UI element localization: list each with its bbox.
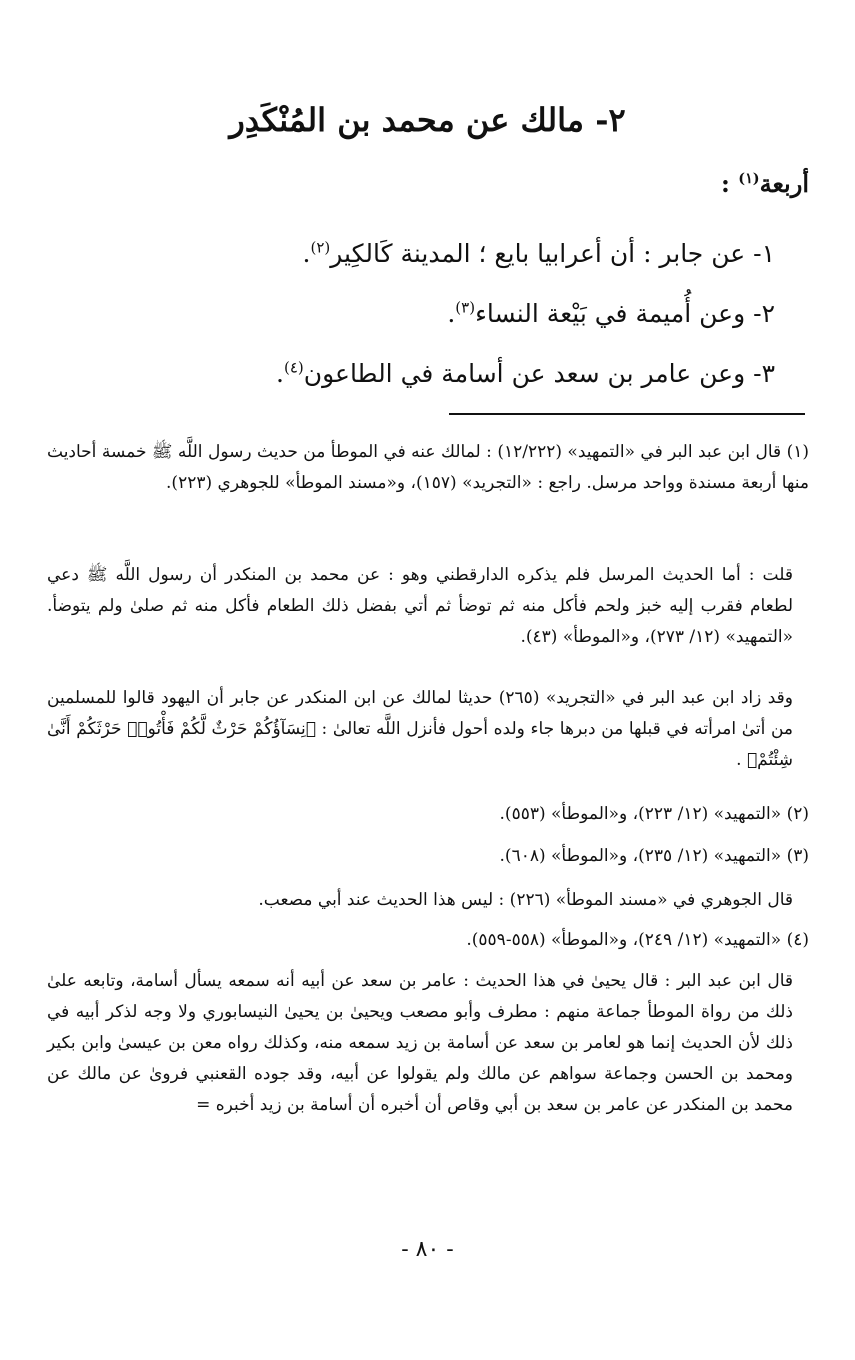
chapter-title: ٢- مالك عن محمد بن المُنْكَدِر bbox=[229, 101, 626, 139]
footnote-ref-1: (١) bbox=[738, 170, 760, 187]
page-number: - ٨٠ - bbox=[401, 1237, 454, 1262]
hadith-2-end: . bbox=[447, 299, 456, 328]
footnote-separator bbox=[449, 413, 805, 415]
hadith-3-text: ٣- وعن عامر بن سعد عن أسامة في الطاعون bbox=[303, 359, 775, 388]
footnote-1-note-1: قلت : أما الحديث المرسل فلم يذكره الدارقطني وهو : عن محمد بن المنكدر أن رسول اللَّه ﷺ دعي لطعام فقرب إليه خبز ولحم فأكل منه ثم توضأ ثم أتي بفضل ذلك الطعام فأكل منه ثم صلىٰ ولم يتوضأ. «التمهيد» (١٢/ ٢٧٣)، و«الموطأ» (٤٣). bbox=[47, 565, 793, 647]
intro-label: أربعة bbox=[759, 169, 809, 198]
footnote-4: (٤) «التمهيد» (١٢/ ٢٤٩)، و«الموطأ» (٥٥٨-٥٥٩). bbox=[466, 930, 809, 950]
intro-heading bbox=[721, 164, 809, 204]
hadith-1 bbox=[75, 232, 775, 276]
footnote-3-note: قال الجوهري في «مسند الموطأ» (٢٢٦) : ليس هذا الحديث عند أبي مصعب. bbox=[258, 890, 793, 910]
footnote-4-note: قال ابن عبد البر : قال يحيىٰ في هذا الحديث : عامر بن سعد عن أبيه أنه سمعه يسأل أسامة، وتابعه علىٰ ذلك من رواة الموطأ جماعة منهم : مطرف وأبو مصعب ويحيىٰ بن يحيىٰ النيسابوري ولا وجه لذكر أبيه في ذلك لأن الحديث إنما هو لعامر بن سعد عن أسامة بن زيد سمعه منه، وكذلك رواه معن بن عيسىٰ وابن بكير ومحمد بن الحسن وجماعة سواهم عن مالك ولم يقولوا عن أبيه، وقد جوده القعنبي فروىٰ عن مالك عن محمد بن المنكدر عن عامر بن سعد بن أبي وقاص أن أخبره أن أسامة بن زيد أخبره = bbox=[47, 971, 793, 1115]
hadith-2-text: ٢- وعن أُميمة في بَيْعة النساء bbox=[475, 299, 775, 328]
footnote-1-note-2: وقد زاد ابن عبد البر في «التجريد» (٢٦٥) حديثا لمالك عن ابن المنكدر عن جابر أن اليهود قالوا للمسلمين من أتىٰ امرأته في قبلها من دبرها جاء ولده أحول فأنزل اللَّه تعالىٰ : ﴿نِسَآؤُكُمْ حَرْثٌ لَّكُمْ فَأْتُوا۟ حَرْثَكُمْ أَنَّىٰ شِئْتُمْ﴾ . bbox=[47, 688, 793, 770]
footnote-3: (٣) «التمهيد» (١٢/ ٢٣٥)، و«الموطأ» (٦٠٨). bbox=[499, 846, 809, 866]
footnote-ref-3: (٣) bbox=[455, 298, 476, 317]
footnote-2: (٢) «التمهيد» (١٢/ ٢٢٣)، و«الموطأ» (٥٥٣). bbox=[499, 804, 809, 824]
intro-suffix: : bbox=[721, 169, 739, 198]
hadith-3 bbox=[75, 352, 775, 396]
hadith-2 bbox=[75, 292, 775, 336]
footnote-ref-2: (٢) bbox=[310, 238, 331, 257]
hadith-1-end: . bbox=[302, 239, 311, 268]
footnote-ref-4: (٤) bbox=[283, 358, 304, 377]
footnote-1: (١) قال ابن عبد البر في «التمهيد» (١٢/٢٢٢) : لمالك عنه في الموطأ من حديث رسول اللَّه ﷺ خمسة أحاديث منها أربعة مسندة وواحد مرسل. راجع : «التجريد» (١٥٧)، و«مسند الموطأ» للجوهري (٢٢٣). bbox=[47, 442, 809, 493]
hadith-1-text: ١- عن جابر : أن أعرابيا بايع ؛ المدينة كَالكِير bbox=[330, 239, 775, 268]
hadith-3-end: . bbox=[276, 359, 284, 388]
